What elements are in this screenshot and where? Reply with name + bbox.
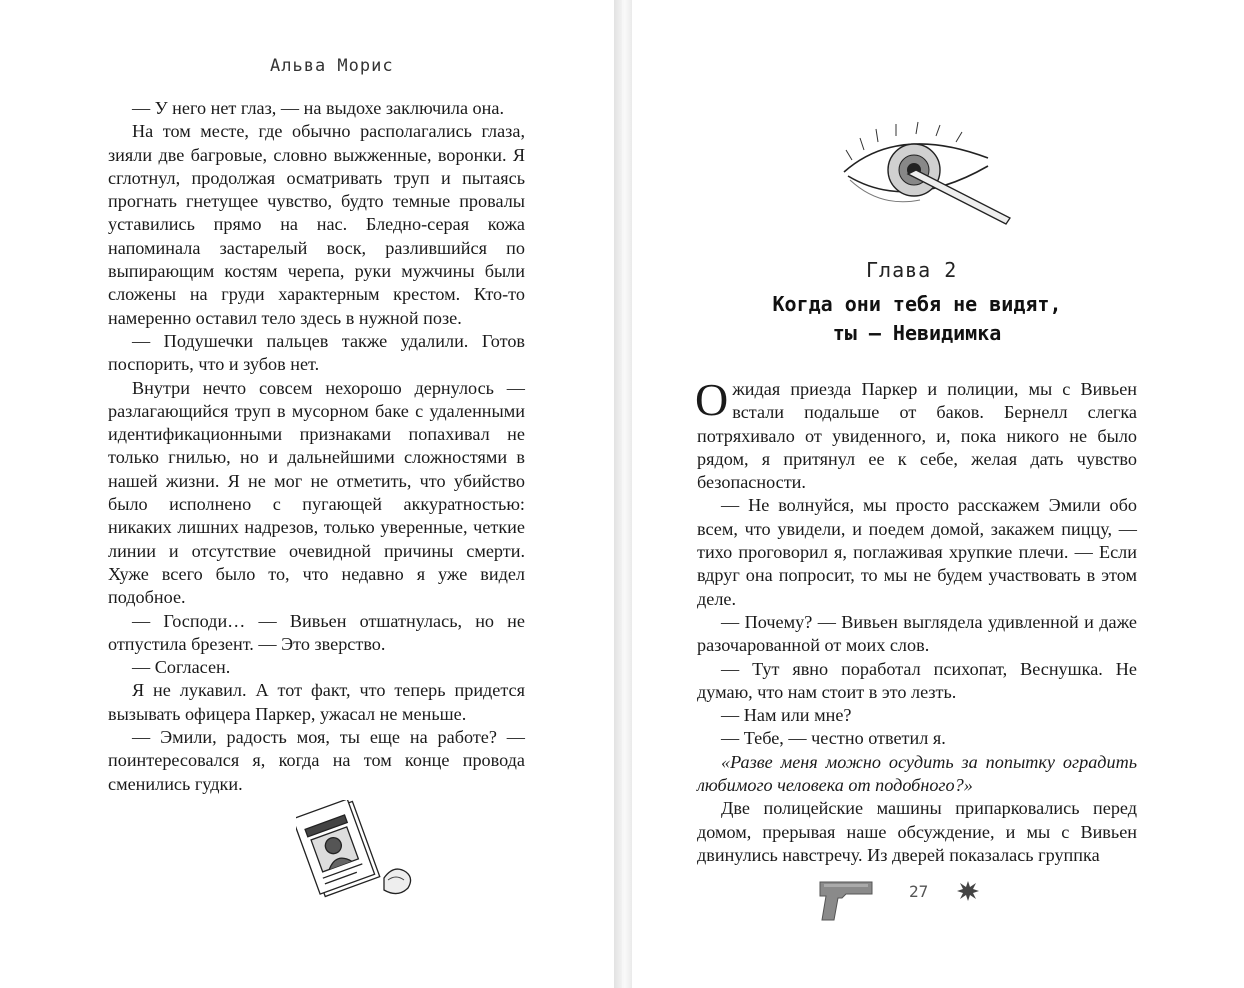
book-gutter	[614, 0, 632, 988]
right-page-text	[695, 374, 1137, 867]
chapter-title-line: ты — Невидимка	[832, 321, 1002, 345]
chapter-title-line: Когда они тебя не видят,	[772, 292, 1062, 316]
splat-icon	[956, 880, 980, 902]
suspect-file-icon	[296, 800, 428, 902]
page-number: 27	[909, 882, 929, 901]
first-paragraph	[695, 374, 1137, 494]
paragraph: На том месте, где обычно располагались глаза, зияли две багровые, словно выжженные, воронки. Я сглотнул, продолжая осматривать труп и пытаясь прогнать гнетущее чувство, будто темные провалы уставились прямо на нас. Бледно-серая кожа напоминала застарелый воск, разлившийся по выпирающим костям черепа, руки мужчины были сложены на груди характерным крестом. Кто-то намеренно оставил тело здесь в нужной позе.	[108, 121, 525, 328]
paragraph: — Нам или мне?	[721, 705, 852, 726]
paragraph: — У него нет глаз, — на выдохе заключила она.	[132, 98, 505, 118]
paragraph: — Тебе, — честно ответил я.	[721, 728, 946, 749]
chapter-title	[700, 290, 1134, 348]
paragraph: — Согласен.	[132, 657, 231, 678]
italic-paragraph: «Разве меня можно осудить за попытку оградить любимого человека от подобного?»	[697, 751, 1137, 796]
eye-icon	[838, 120, 1014, 228]
paragraph: — Господи… — Вивьен отшатнулась, но не отпустила брезент. — Это зверство.	[108, 610, 525, 654]
paragraph: — Подушечки пальцев также удалили. Готов поспорить, что и зубов нет.	[108, 330, 525, 375]
paragraph: — Тут явно поработал психопат, Веснушка. Не думаю, что нам стоит в это лезть.	[697, 658, 1137, 702]
drop-cap: О	[695, 374, 729, 425]
paragraph: Внутри нечто совсем нехорошо дернулось — разлагающийся труп в мусорном баке с удаленными идентификационными признаками попахивал не только гнилью, но и дальнейшими сложностями в нашей жизни. Я не мог не отметить, что убийство было исполнено с пугающей аккуратностью: никаких лишних надрезов, только уверенные, четкие линии и отсутствие очевидной причины смерти. Хуже всего было то, что недавно я уже видел подобное.	[108, 377, 525, 608]
pistol-icon	[816, 878, 876, 924]
left-page-text	[108, 97, 525, 796]
paragraph: — Почему? — Вивьен выглядела удивленной и даже разочарованной от моих слов.	[697, 611, 1137, 656]
running-head: Альва Морис	[270, 56, 394, 76]
chapter-number: Глава 2	[866, 258, 958, 282]
first-paragraph-text: жидая приезда Паркер и полиции, мы с Вивьен встали подальше от баков. Бернелл слегка потряхивало от увиденного, и, пока никого не было рядом, я притянул ее к себе, желая дать чувство безопасности.	[697, 379, 1137, 493]
paragraph: Я не лукавил. А тот факт, что теперь придется вызывать офицера Паркер, ужасал не меньше.	[108, 680, 525, 724]
paragraph: — Не волнуйся, мы просто расскажем Эмили обо всем, что увидели, и поедем домой, закажем пиццу, — тихо проговорил я, поглаживая хрупкие плечи. — Если вдруг она попросит, то мы не будем участвовать в этом деле.	[697, 495, 1137, 609]
paragraph: Две полицейские машины припарковались перед домом, прерывая наше обсуждение, и мы с Вивьен двинулись навстречу. Из дверей показалась группка	[697, 798, 1137, 865]
paragraph: — Эмили, радость моя, ты еще на работе? — поинтересовался я, когда на том конце провода сменились гудки.	[108, 727, 525, 794]
